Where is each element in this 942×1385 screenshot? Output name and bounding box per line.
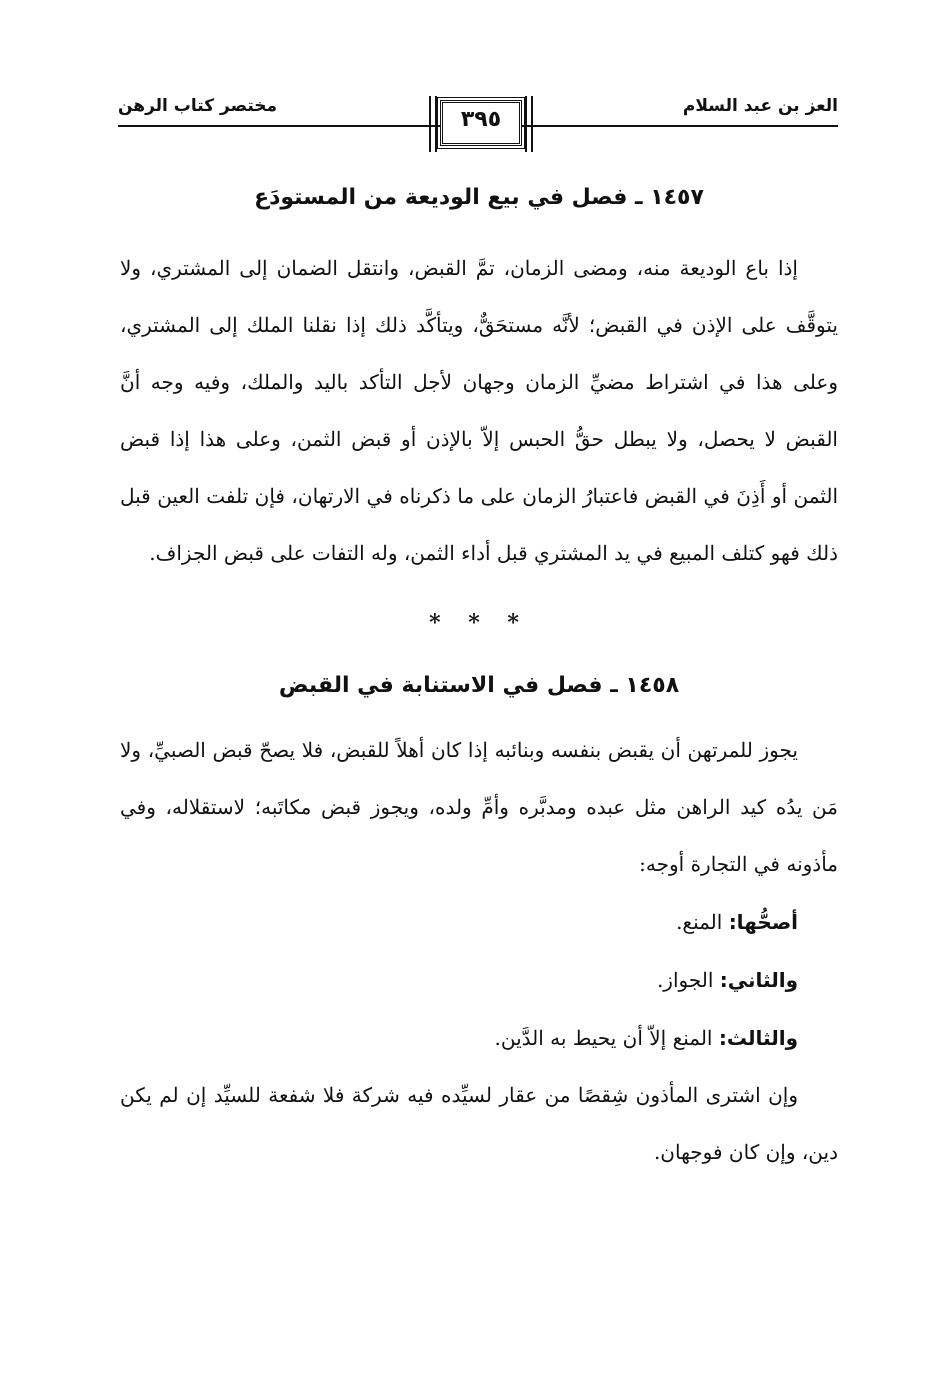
page-number: ٣٩٥ — [460, 107, 502, 132]
page-header — [118, 88, 838, 148]
section-1457-paragraph: إذا باع الوديعة منه، ومضى الزمان، تمَّ القبض، وانتقل الضمان إلى المشتري، ولا يتوقَّف على الإذن في القبض؛ لأنَّه مستحَقٌّ، ويتأكَّد ذلك إذا نقلنا الملك إلى المشتري، وعلى هذا في اشتراط مضيِّ الزمان وجهان لأجل التأكد باليد والملك، وفيه وجه أنَّ القبض لا يحصل، ولا يبطل حقُّ الحبس إلاّ بالإذن أو قبض الثمن، وعلى هذا إذا قبض الثمن أو أَذِنَ في القبض فاعتبارُ الزمان على ما ذكرناه في الارتهان، فإن تلفت العين قبل ذلك فهو كتلف المبيع في يد المشتري قبل أداء الثمن، وله التفات على قبض الجزاف. — [120, 256, 838, 565]
page-number-frame — [440, 100, 522, 146]
section-separator: * * * — [429, 610, 529, 636]
section-heading-1457: ١٤٥٧ ـ فصل في بيع الوديعة من المستودَع — [254, 185, 704, 210]
list-item-label: والثاني: — [719, 968, 798, 992]
running-head-author: العز بن عبد السلام — [682, 96, 838, 116]
list-item — [120, 893, 838, 951]
list-item-text: الجواز. — [656, 968, 714, 992]
list-item — [120, 951, 838, 1009]
section-1458-paragraph: يجوز للمرتهن أن يقبض بنفسه وبنائبه إذا كان أهلاً للقبض، فلا يصحّ قبض الصبيِّ، ولا مَن يدُه كيد الراهن مثل عبده ومدبَّره وأمِّ ولده، ويجوز قبض مكاتَبه؛ لاستقلاله، وفي مأذونه في التجارة أوجه: — [120, 738, 838, 876]
section-1458-closing-paragraph: وإن اشترى المأذون شِقصًا من عقار لسيِّده فيه شركة فلا شفعة للسيِّد إن لم يكن دين، وإن كان فوجهان. — [120, 1083, 838, 1164]
list-item — [120, 1009, 838, 1067]
page-body — [120, 170, 838, 1181]
list-item-label: والثالث: — [718, 1026, 798, 1050]
list-item-text: المنع إلاّ أن يحيط به الدَّين. — [494, 1026, 713, 1050]
running-head-book-title: مختصر كتاب الرهن — [118, 96, 278, 116]
list-item-text: المنع. — [676, 910, 723, 934]
section-heading-1458: ١٤٥٨ ـ فصل في الاستنابة في القبض — [278, 673, 680, 698]
list-item-label: أصحُّها: — [728, 910, 798, 934]
